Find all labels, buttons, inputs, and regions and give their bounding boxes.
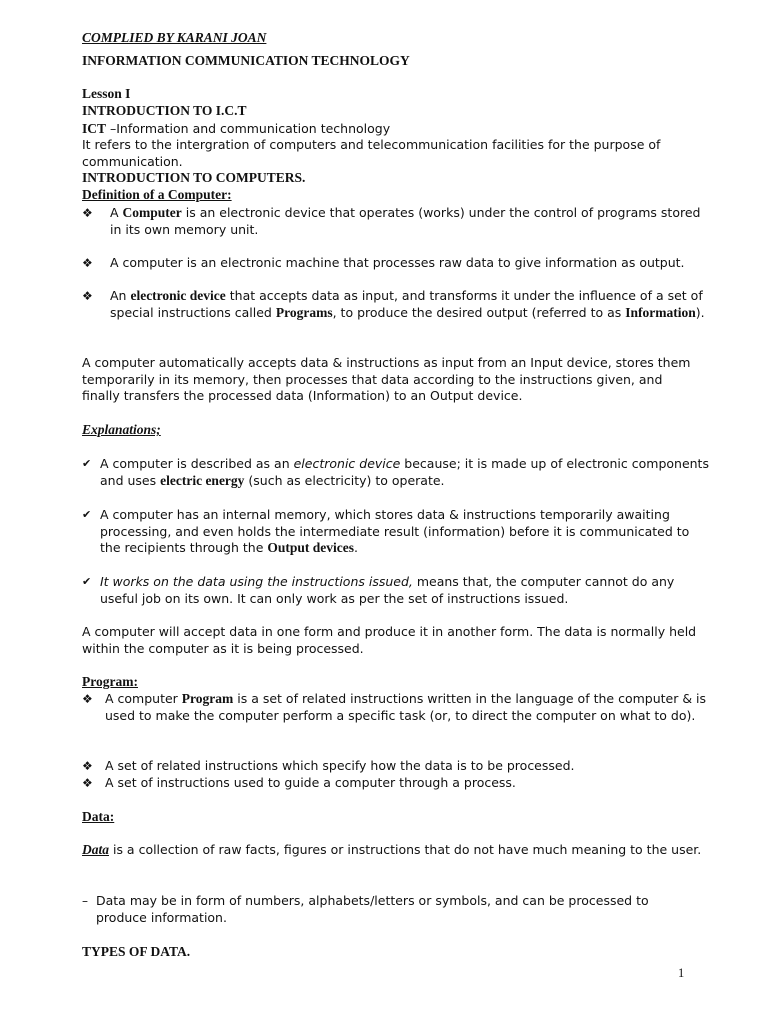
checkmark-icon: ✔ — [82, 575, 92, 588]
diamond-bullet-icon: ❖ — [82, 289, 93, 303]
explanation-item-2: A computer has an internal memory, which stores data & instructions temporarily awaiting processing, and even holds the intermediate result (information) before it is communicated to the recipients through the Output devices. — [100, 507, 690, 556]
explanation-item-3: It works on the data using the instructions issued, means that, the computer cannot do any useful job on its own. It can only work as per the set of instructions issued. — [100, 574, 675, 606]
dash-bullet: – — [82, 894, 88, 908]
computer-process-paragraph: A computer automatically accepts data & instructions as input from an Input device, stores them temporarily in its memory, then processes that data according to the instructions given, and finally transfers the processed data (Information) to an Output device. — [82, 355, 691, 404]
diamond-bullet-icon: ❖ — [82, 206, 93, 220]
definition-item-2: A computer is an electronic machine that processes raw data to give information as output. — [110, 255, 685, 270]
compiler-line: COMPLIED BY KARANI JOAN — [82, 30, 267, 45]
data-heading: Data: — [82, 809, 115, 824]
computers-heading: INTRODUCTION TO COMPUTERS. — [82, 170, 306, 185]
data-form-item: Data may be in form of numbers, alphabets/letters or symbols, and can be processed to produce information. — [96, 893, 649, 925]
program-item-2: A set of related instructions which specify how the data is to be processed. — [105, 758, 575, 773]
ict-description: It refers to the intergration of computers and telecommunication facilities for the purpose of communication. — [82, 137, 661, 169]
data-transform-paragraph: A computer will accept data in one form and produce it in another form. The data is normally held within the computer as it is being processed. — [82, 624, 697, 656]
diamond-bullet-icon: ❖ — [82, 776, 93, 790]
diamond-bullet-icon: ❖ — [82, 692, 93, 706]
diamond-bullet-icon: ❖ — [82, 256, 93, 270]
checkmark-icon: ✔ — [82, 457, 92, 470]
ict-definition-line — [82, 121, 390, 137]
lesson-number: Lesson I — [82, 86, 131, 101]
definition-item-1: A Computer is an electronic device that operates (works) under the control of programs stored in its own memory unit. — [110, 205, 701, 237]
data-definition: Data is a collection of raw facts, figures or instructions that do not have much meaning to the user. — [82, 842, 702, 857]
lesson-title: INTRODUCTION TO I.C.T — [82, 103, 247, 118]
explanation-item-1: A computer is described as an electronic device because; it is made up of electronic components and uses electric energy (such as electricity) to operate. — [100, 456, 709, 488]
explanations-heading: Explanations; — [82, 422, 161, 437]
ict-term: ICT — [82, 121, 107, 136]
checkmark-icon: ✔ — [82, 508, 92, 521]
ict-expansion: –Information and communication technology — [106, 121, 391, 136]
program-heading: Program: — [82, 674, 138, 689]
types-of-data-heading: TYPES OF DATA. — [82, 944, 191, 959]
program-item-1: A computer Program is a set of related instructions written in the language of the computer & is used to make the computer perform a specific task (or, to direct the computer on what to do). — [105, 691, 707, 723]
definition-heading: Definition of a Computer: — [82, 187, 232, 202]
diamond-bullet-icon: ❖ — [82, 759, 93, 773]
subject-title: INFORMATION COMMUNICATION TECHNOLOGY — [82, 53, 410, 68]
page-number: 1 — [678, 966, 685, 980]
program-item-3: A set of instructions used to guide a computer through a process. — [105, 775, 516, 790]
definition-item-3: An electronic device that accepts data as input, and transforms it under the influence of a set of special instructions called Programs, to produce the desired output (referred to as Information). — [110, 288, 705, 320]
